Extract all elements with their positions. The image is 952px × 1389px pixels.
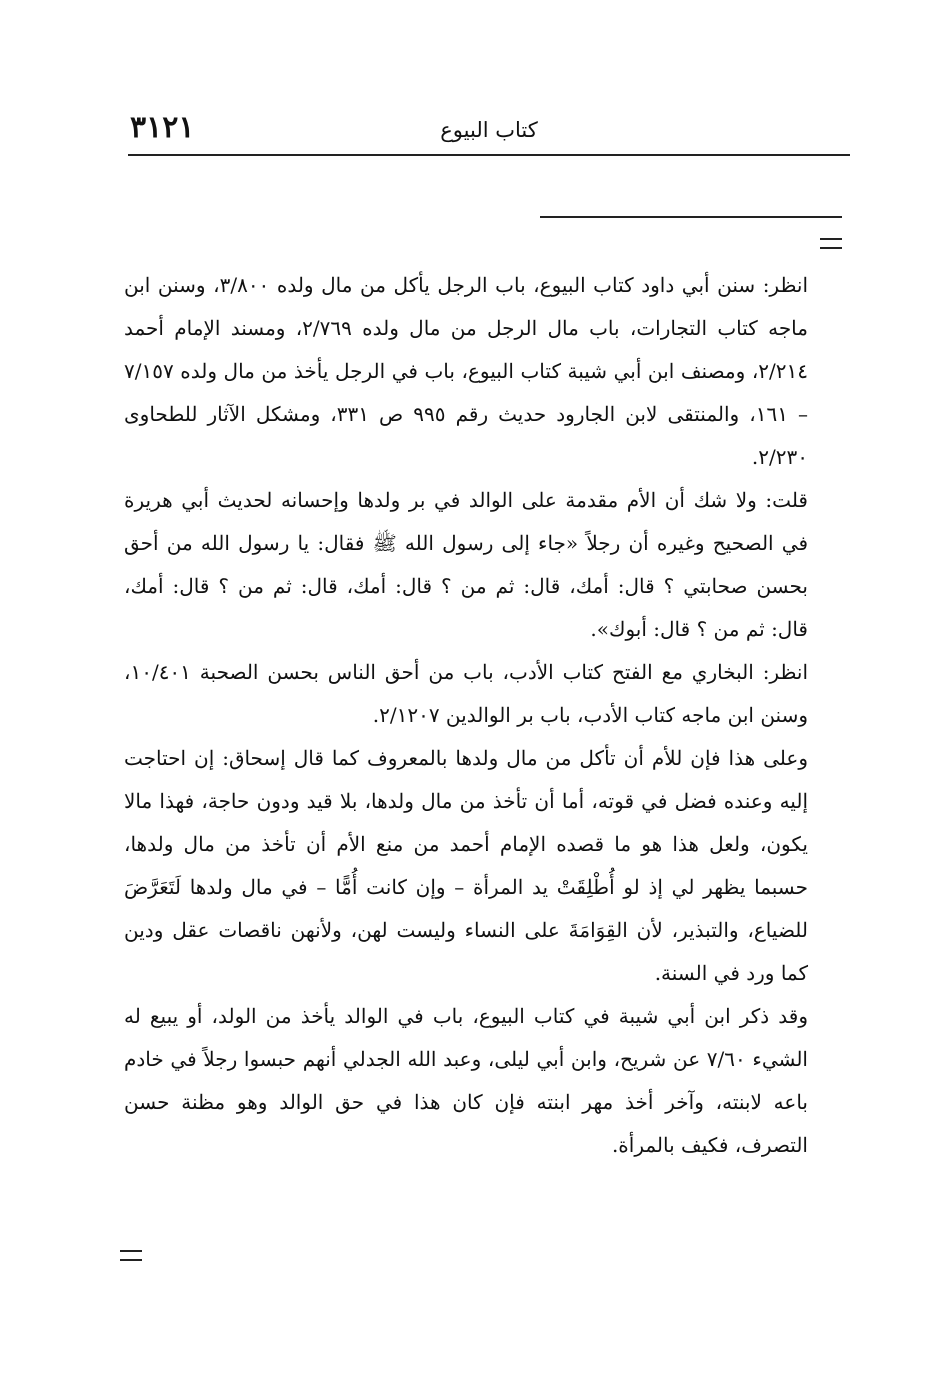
page-number: ٣١٢١ (130, 110, 195, 145)
paragraph-references-1: انظر: سنن أبي داود كتاب البيوع، باب الرجل يأكل من مال ولده ٣/٨٠٠، وسنن ابن ماجه كتاب التجارات، باب مال الرجل من مال ولده ٢/٧٦٩، ومسند الإمام أحمد ٢/٢١٤، ومصنف ابن أبي شيبة كتاب البيوع، باب في الرجل يأخذ من مال ولده ٧/١٥٧ – ١٦١، والمنتقى لابن الجارود حديث رقم ٩٩٥ ص ٣٣١، ومشكل الآثار للطحاوى ٢/٢٣٠. (124, 273, 808, 469)
footnote-separator (540, 216, 842, 218)
paragraph-commentary-3: وقد ذكر ابن أبي شيبة في كتاب البيوع، باب في الوالد يأخذ من الولد، أو يبيع له الشيء ٧/٦٠ عن شريح، وابن أبي ليلى، وعبد الله الجدلي أنهم حبسوا رجلاً في خادم باعه لابنته، وآخر أخذ مهر ابنته فإن كان هذا في حق الوالد وهو مظنة حسن التصرف، فكيف بالمرأة. (124, 1004, 808, 1157)
paragraph-commentary-2: وعلى هذا فإن للأم أن تأكل من مال ولدها بالمعروف كما قال إسحاق: إن احتاجت إليه وعنده فضل في قوته، أما أن تأخذ من مال ولدها، بلا قيد ودون حاجة، فهذا مالا يكون، ولعل هذا هو ما قصده الإمام أحمد من منع الأم أن تأخذ من مال ولدها، حسبما يظهر لي إذ لو أُطْلِقَتْ يد المرأة – وإن كانت أُمًّا – في مال ولدها لَتَعَرَّضَ للضياع، والتبذير، لأن القِوَامَةَ على النساء وليست لهن، ولأنهن ناقصات عقل ودين كما ورد في السنة. (124, 746, 808, 985)
continuation-marker-top (820, 238, 842, 249)
paragraph-references-2: انظر: البخاري مع الفتح كتاب الأدب، باب من أحق الناس بحسن الصحبة ١٠/٤٠١، وسنن ابن ماجه كتاب الأدب، باب بر الوالدين ٢/١٢٠٧. (124, 660, 808, 727)
page-body (124, 264, 808, 1167)
page-header (128, 108, 850, 156)
continuation-marker-bottom (120, 1250, 142, 1261)
paragraph-commentary-1: قلت: ولا شك أن الأم مقدمة على الوالد في بر ولدها وإحسانه لحديث أبي هريرة في الصحيح وغيره أن رجلاً «جاء إلى رسول الله ﷺ فقال: يا رسول الله من أحق بحسن صحابتي ؟ قال: أمك، قال: ثم من ؟ قال: أمك، قال: ثم من ؟ قال: أمك، قال: ثم من ؟ قال: أبوك». (124, 488, 808, 641)
running-title: كتاب البيوع (440, 118, 538, 142)
